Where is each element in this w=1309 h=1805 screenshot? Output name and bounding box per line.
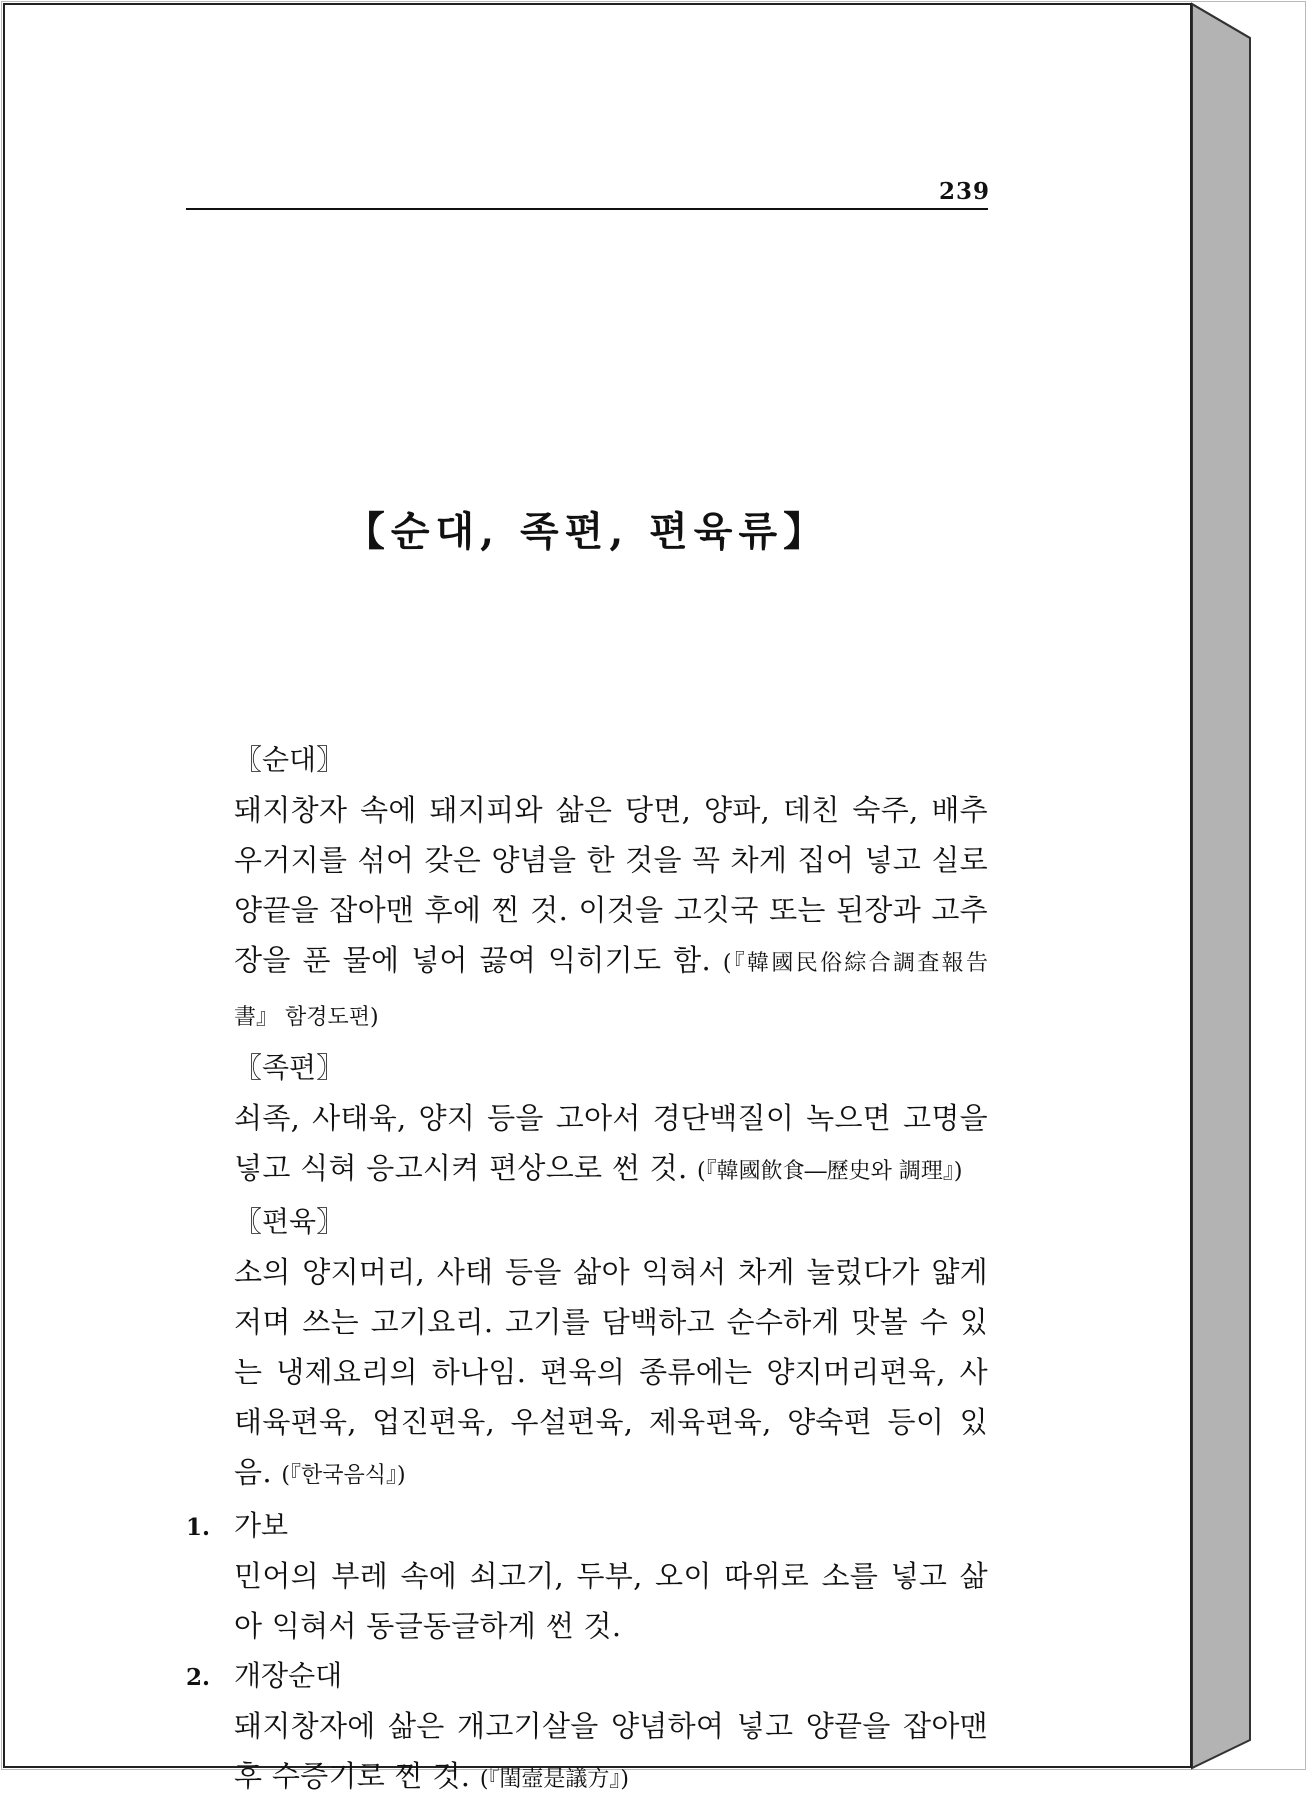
entry-jokpyeon	[186, 1043, 988, 1197]
entry-source: (『한국음식』)	[281, 1463, 406, 1488]
item-number: 2.	[186, 1664, 211, 1691]
header-rule	[186, 208, 988, 210]
item-title: 개장순대	[234, 1659, 343, 1692]
item-heading	[186, 1501, 988, 1551]
entry-text	[234, 785, 988, 1043]
entry-source: (『韓國民俗綜合調査報告書』 함경도편)	[234, 951, 988, 1030]
item-source: (『閨壼是議方』)	[479, 1767, 629, 1792]
item-text	[234, 1701, 988, 1805]
entry-title: 〖순대〗	[234, 743, 345, 776]
entry-source: (『韓國飮食―歷史와 調理』)	[697, 1159, 963, 1184]
entry-body-text: 쇠족, 사태육, 양지 등을 고아서 경단백질이 녹으면 고명을 넣고 식혀 응고시켜 편상으로 썬 것.	[234, 1101, 988, 1185]
item-text	[234, 1551, 988, 1651]
item-title: 가보	[234, 1509, 289, 1542]
item-body-text: 돼지창자에 삶은 개고기살을 양념하여 넣고 양끝을 잡아맨 후 수증기로 찐 것.	[234, 1709, 988, 1793]
item-gabo	[186, 1501, 988, 1651]
entry-sundae	[186, 735, 988, 1043]
item-body-text: 민어의 부레 속에 쇠고기, 두부, 오이 따위로 소를 넣고 삶아 익혀서 동글동글하게 썬 것.	[234, 1559, 988, 1643]
item-gaejang-sundae	[186, 1651, 988, 1805]
page-number: 239	[938, 178, 990, 205]
item-number: 1.	[186, 1514, 211, 1541]
page-content	[186, 735, 988, 1805]
entry-title: 〖편육〗	[234, 1205, 345, 1238]
entry-title: 〖족편〗	[234, 1051, 345, 1084]
section-title: 【순대, 족편, 편육류】	[344, 508, 830, 555]
item-heading	[186, 1651, 988, 1701]
entry-pyeonyuk	[186, 1197, 988, 1501]
entry-body-text: 소의 양지머리, 사태 등을 삶아 익혀서 차게 눌렀다가 얇게 저며 쓰는 고기요리. 고기를 담백하고 순수하게 맛볼 수 있는 냉제요리의 하나임. 편육의 종류에는 양지머리편육, 사태육편육, 업진편육, 우설편육, 제육편육, 양숙편 등이 있음.	[234, 1255, 988, 1489]
entry-body-text: 돼지창자 속에 돼지피와 삶은 당면, 양파, 데친 숙주, 배추우거지를 섞어 갖은 양념을 한 것을 꼭 차게 집어 넣고 실로 양끝을 잡아맨 후에 찐 것. 이것을 고깃국 또는 된장과 고추장을 푼 물에 넣어 끓여 익히기도 함.	[234, 793, 988, 977]
entry-text	[234, 1247, 988, 1501]
entry-text	[234, 1093, 988, 1197]
